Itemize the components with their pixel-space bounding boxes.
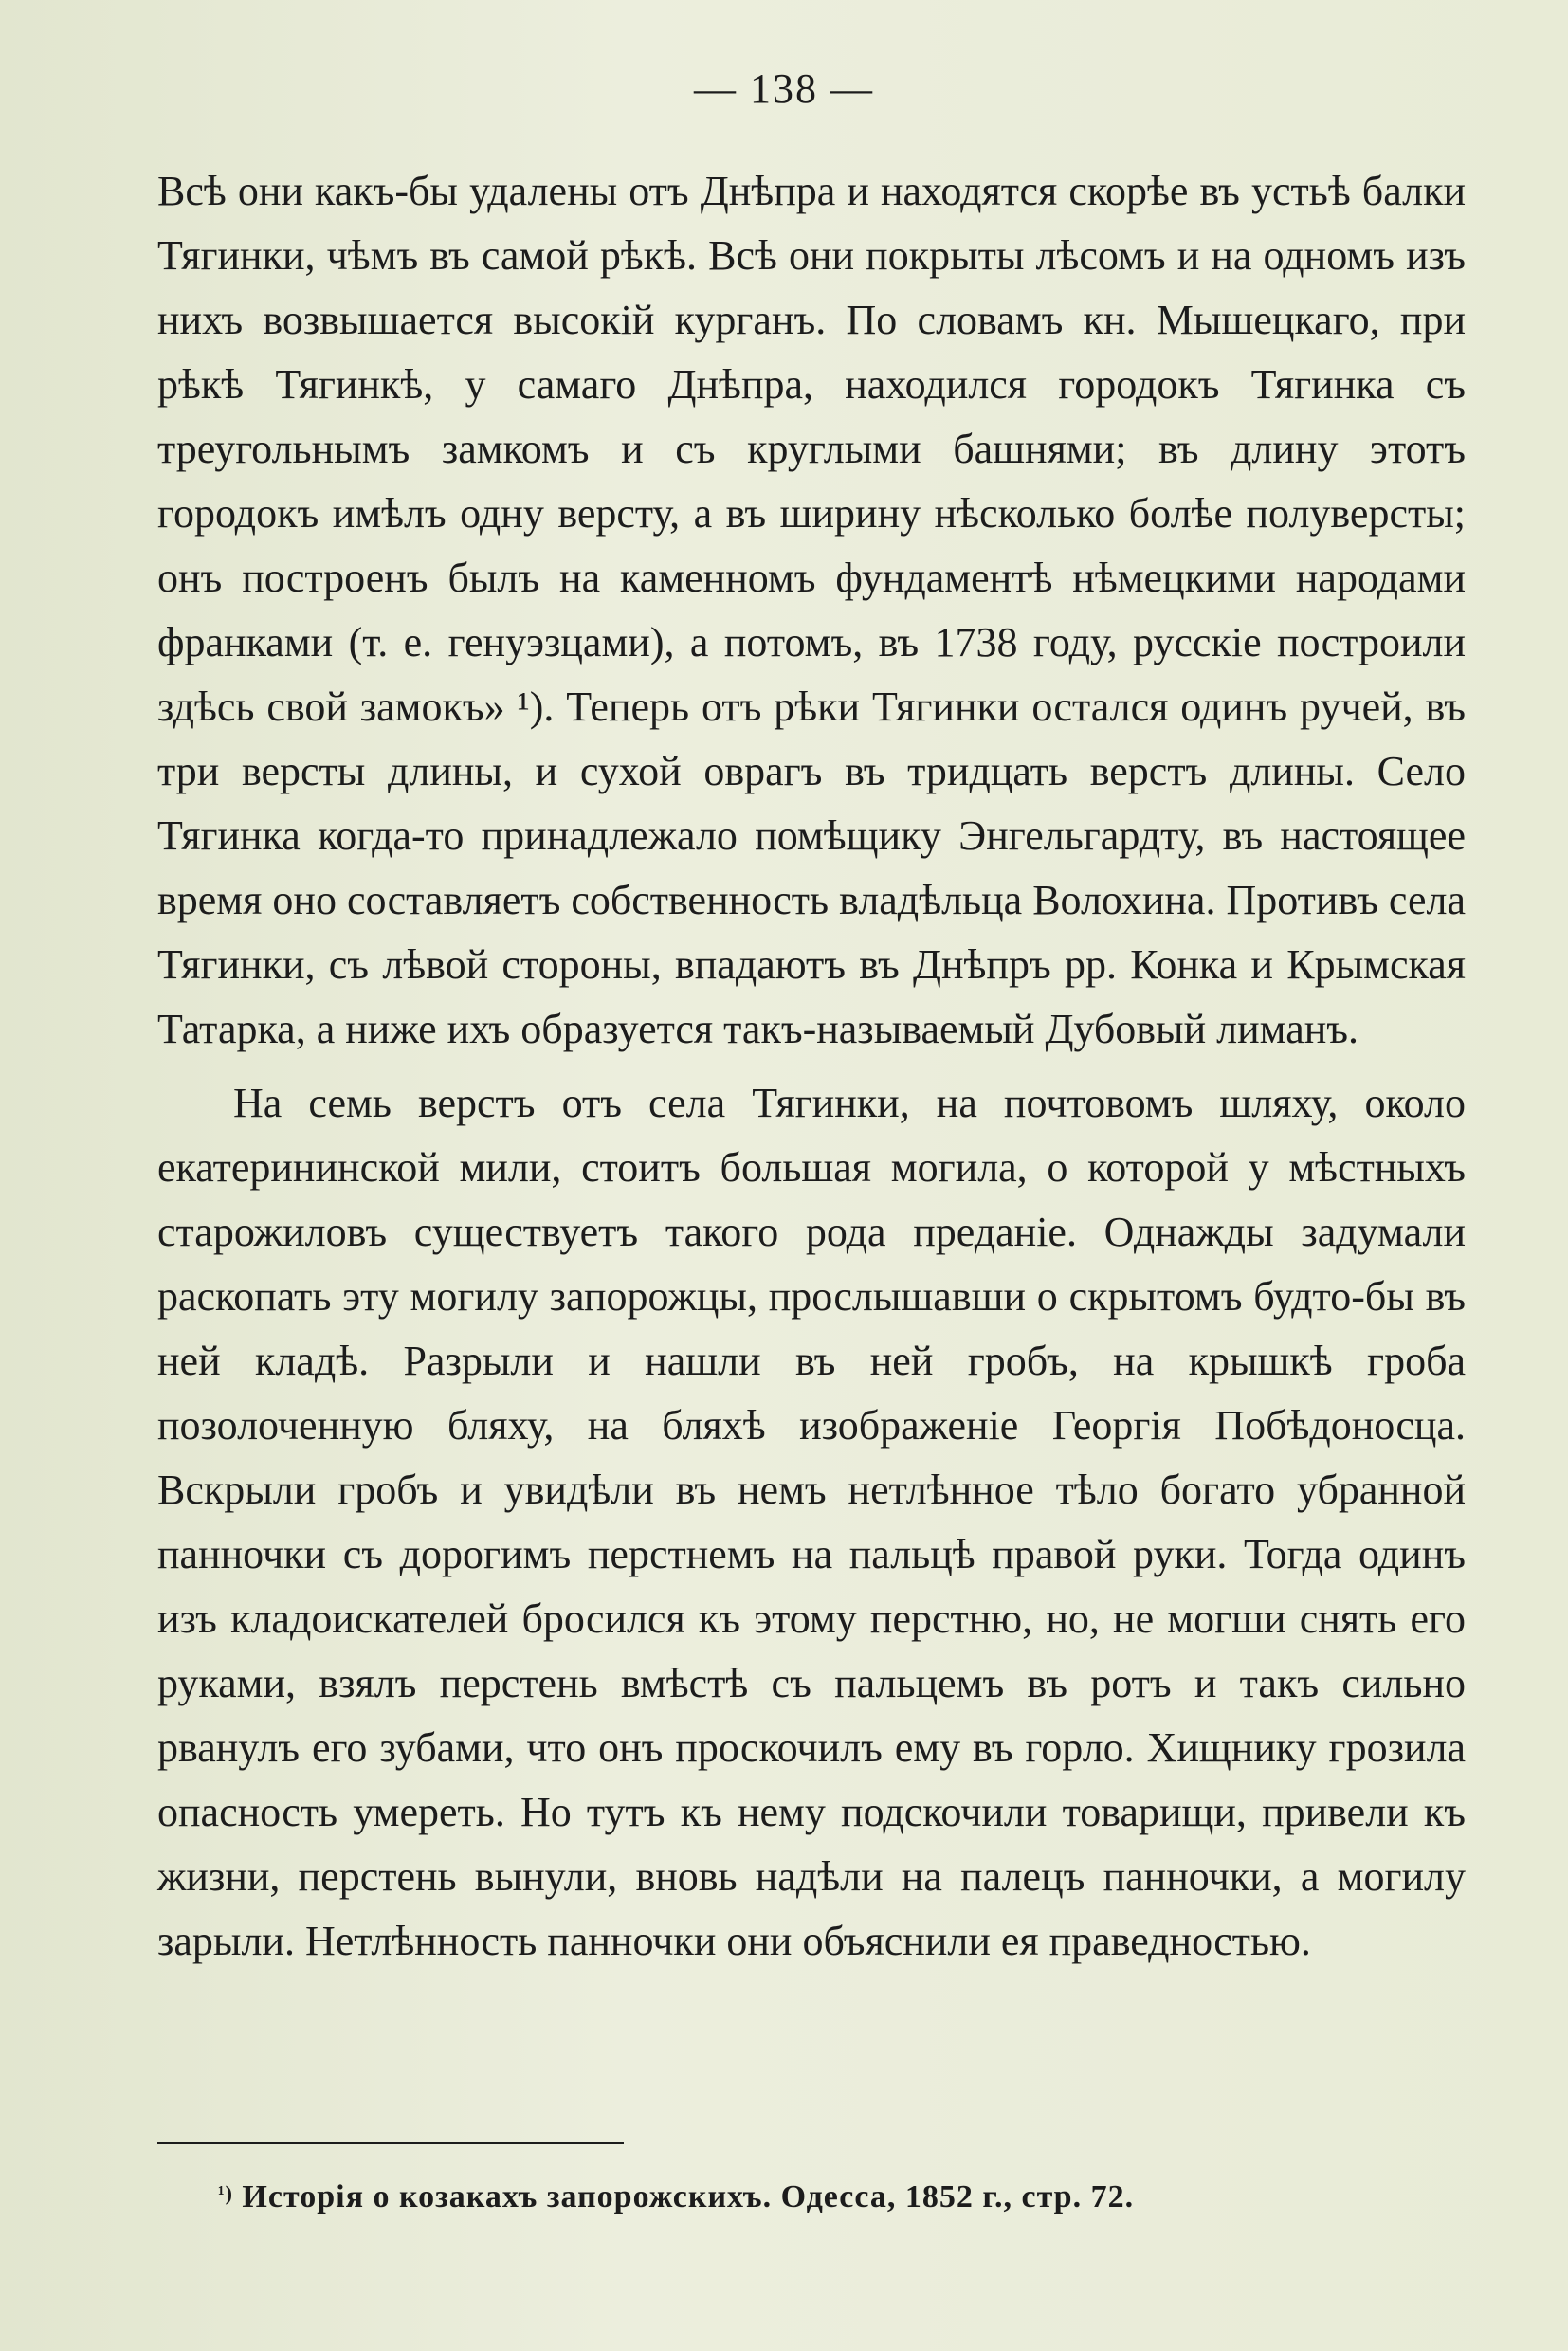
footnote <box>218 2177 1450 2218</box>
footnote-marker: ¹) <box>218 2181 233 2205</box>
footnote-divider <box>157 2142 624 2144</box>
body-text <box>157 159 1466 1974</box>
footnote-text: Исторія о козакахъ запорожскихъ. Одесса, 1852 г., стр. 72. <box>242 2179 1135 2214</box>
paragraph-2: На семь верстъ отъ села Тягинки, на почтовомъ шляху, около екатерининской мили, стоитъ большая могила, о которой у мѣстныхъ старожиловъ существуетъ такого рода преданіе. Однажды задумали раскопать эту могилу запорожцы, прослышавши о скрытомъ будто-бы въ ней кладѣ. Разрыли и нашли въ ней гробъ, на крышкѣ гроба позолоченную бляху, на бляхѣ изображеніе Георгія Побѣдоносца. Вскрыли гробъ и увидѣли въ немъ нетлѣнное тѣло богато убранной панночки съ дорогимъ перстнемъ на пальцѣ правой руки. Тогда одинъ изъ кладоискателей бросился къ этому перстню, но, не могши снять его руками, взялъ перстень вмѣстѣ съ пальцемъ въ ротъ и такъ сильно рванулъ его зубами, что онъ проскочилъ ему въ горло. Хищнику грозила опасность умереть. Но тутъ къ нему подскочили товарищи, привели къ жизни, перстень вынули, вновь надѣли на палецъ панночки, а могилу зарыли. Нетлѣнность панночки они объяснили ея праведностью. <box>157 1080 1466 1964</box>
paragraph-1: Всѣ они какъ-бы удалены отъ Днѣпра и находятся скорѣе въ устьѣ балки Тягинки, чѣмъ въ самой рѣкѣ. Всѣ они покрыты лѣсомъ и на одномъ изъ нихъ возвышается высокій курганъ. По словамъ кн. Мышецкаго, при рѣкѣ Тягинкѣ, у самаго Днѣпра, находился городокъ Тягинка съ треугольнымъ замкомъ и съ круглыми башнями; въ длину этотъ городокъ имѣлъ одну версту, а въ ширину нѣсколько болѣе полуверсты; онъ построенъ былъ на каменномъ фундаментѣ нѣмецкими народами франками (т. е. генуэзцами), а потомъ, въ 1738 году, русскіе построили здѣсь свой замокъ» ¹). Теперь отъ рѣки Тягинки остался одинъ ручей, въ три версты длины, и сухой оврагъ въ тридцать верстъ длины. Село Тягинка когда-то принадлежало помѣщику Энгельгардту, въ настоящее время оно составляетъ собственность владѣльца Волохина. Противъ села Тягинки, съ лѣвой стороны, впадаютъ въ Днѣпръ рр. Конка и Крымская Татарка, а ниже ихъ образуется такъ-называемый Дубовый лиманъ. <box>157 168 1466 1052</box>
page-number: — 138 — <box>694 65 874 112</box>
